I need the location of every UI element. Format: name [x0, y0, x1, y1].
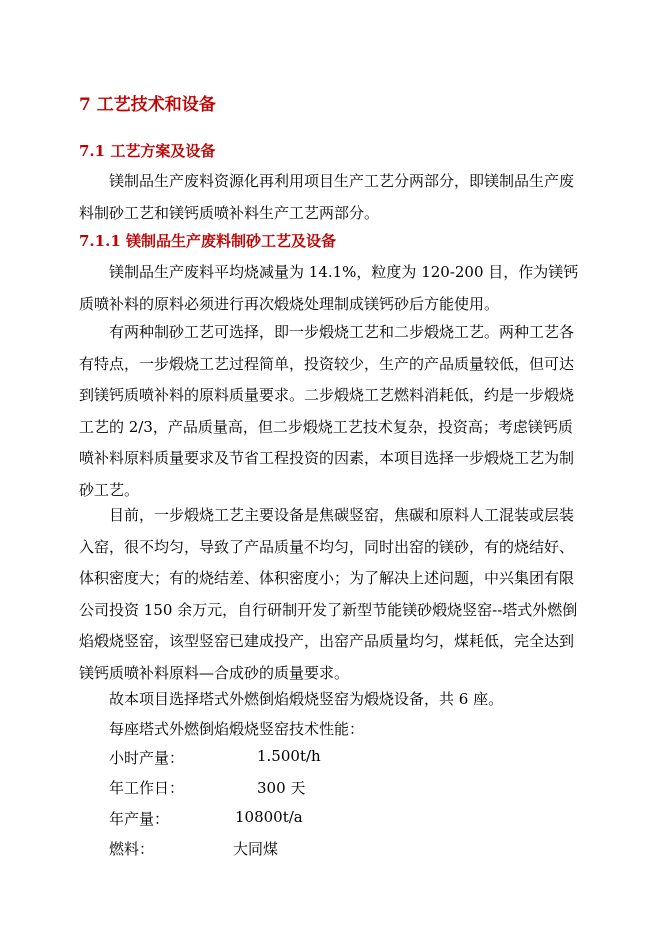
- paragraph-process-choice: 有两种制砂工艺可选择，即一步煅烧工艺和二步煅烧工艺。两种工艺各有特点，一步煅烧工艺过程简单，投资较少，生产的产品质量较低，但可达到镁钙质喷补料的原料质量要求。二步煅烧工艺燃料消耗低，约是一步煅烧工艺的 2/3，产品质量高，但二步煅烧工艺技术复杂，投资高；考虑镁钙质喷补料原料质量要求及节省工程投资的因素，本项目选择一步煅烧工艺为制砂工艺。: [79, 323, 575, 499]
- section-title: 7.1 工艺方案及设备: [79, 142, 216, 160]
- paragraph-kiln-development: 目前，一步煅烧工艺主要设备是焦碳竖窑，焦碳和原料人工混装或层装入窑，很不均匀，导致了产品质量不均匀，同时出窑的镁砂，有的烧结好、体积密度大；有的烧结差、体积密度小；为了解决上述问题，中兴集团有限公司投资 150 余万元，自行研制开发了新型节能镁砂煅烧竖窑--塔式外燃倒焰煅烧竖窑，该型竖窑已建成投产，出窑产品质量均匀，煤耗低，完全达到镁钙质喷补料原料—合成砂的质量要求。: [79, 506, 578, 682]
- paragraph-loss-on-ignition: 镁制品生产废料平均烧减量为 14.1%，粒度为 120-200 目，作为镁钙质喷补料的原料必须进行再次煅烧处理制成镁钙砂后方能使用。: [79, 263, 579, 313]
- spec-value-fuel: 大同煤: [233, 840, 279, 858]
- spec-label-hourly-output: 小时产量：: [109, 749, 185, 767]
- spec-intro-line: 每座塔式外燃倒焰煅烧竖窑技术性能：: [109, 720, 365, 738]
- conclusion-line: 故本项目选择塔式外燃倒焰煅烧竖窑为煅烧设备，共 6 座。: [109, 690, 504, 708]
- spec-value-hourly-output: 1.500t/h: [257, 747, 321, 765]
- spec-label-annual-output: 年产量：: [109, 810, 170, 828]
- subsection-title: 7.1.1 镁制品生产废料制砂工艺及设备: [79, 232, 336, 250]
- spec-label-working-days: 年工作日：: [109, 779, 185, 797]
- spec-value-working-days: 300 天: [257, 779, 306, 797]
- section-intro-paragraph: 镁制品生产废料资源化再利用项目生产工艺分两部分，即镁制品生产废料制砂工艺和镁钙质喷补料生产工艺两部分。: [79, 172, 575, 222]
- spec-label-fuel: 燃料：: [109, 840, 155, 858]
- spec-value-annual-output: 10800t/a: [235, 808, 303, 826]
- chapter-title: 7 工艺技术和设备: [79, 95, 216, 115]
